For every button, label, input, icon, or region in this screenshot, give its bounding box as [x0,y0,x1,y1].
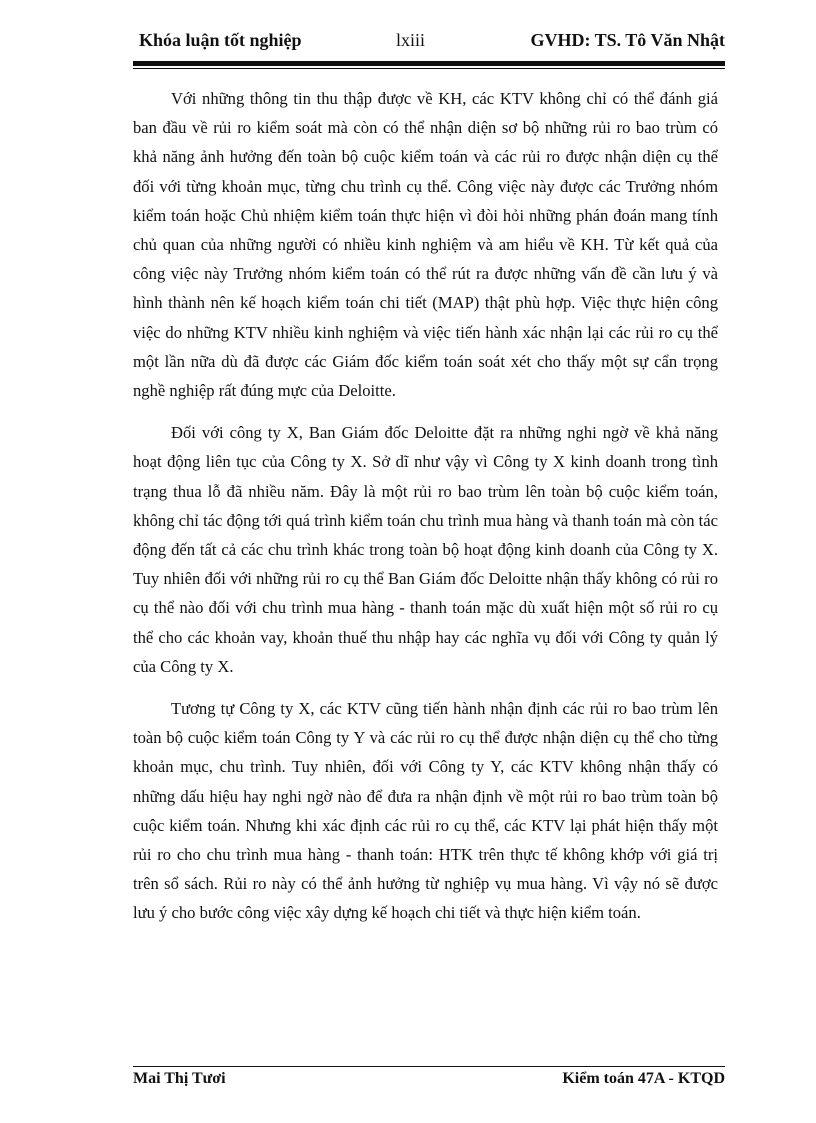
header-rule-thin [133,68,725,69]
paragraph-2: Đối với công ty X, Ban Giám đốc Deloitte đặt ra những nghi ngờ về khả năng hoạt động liên tục của Công ty X. Sở dĩ như vậy vì Công ty X kinh doanh trong tình trạng thua lỗ đã nhiều năm. Đây là một rủi ro bao trùm lên toàn bộ cuộc kiểm toán, không chỉ tác động tới quá trình kiểm toán chu trình mua hàng và thanh toán mà còn tác động đến tất cả các chu trình khác trong toàn bộ hoạt động kinh doanh của Công ty X. Tuy nhiên đối với những rủi ro cụ thể Ban Giám đốc Deloitte nhận thấy không có rủi ro cụ thể nào đối với chu trình mua hàng - thanh toán mặc dù xuất hiện một số rủi ro cụ thể cho các khoản vay, khoản thuế thu nhập hay các nghĩa vụ đối với Công ty quản lý của Công ty X. [133,423,718,676]
footer-author: Mai Thị Tươi [133,1070,226,1087]
document-body [133,84,718,941]
paragraph-3: Tương tự Công ty X, các KTV cũng tiến hành nhận định các rủi ro bao trùm lên toàn bộ cuộc kiểm toán Công ty Y và các rủi ro cụ thể được nhận diện cụ thể cho từng khoản mục, chu trình. Tuy nhiên, đối với Công ty Y, các KTV không nhận thấy có những dấu hiệu hay nghi ngờ nào để đưa ra nhận định về một rủi ro bao trùm toàn bộ cuộc kiểm toán. Nhưng khi xác định các rủi ro cụ thể, các KTV lại phát hiện thấy một rủi ro cho chu trình mua hàng - thanh toán: HTK trên thực tế không khớp với giá trị trên sổ sách. Rủi ro này có thể ảnh hưởng từ nghiệp vụ mua hàng. Vì vậy nó sẽ được lưu ý cho bước công việc xây dựng kế hoạch chi tiết và thực hiện kiểm toán. [133,699,718,923]
page-footer [133,1068,725,1094]
header-page-number: lxiii [396,30,426,50]
footer-class: Kiểm toán 47A - KTQD [562,1070,725,1087]
page-header [133,26,725,58]
paragraph-1: Với những thông tin thu thập được về KH, các KTV không chỉ có thể đánh giá ban đầu về rủi ro kiểm soát mà còn có thể nhận diện sơ bộ những rủi ro bao trùm có khả năng ảnh hưởng đến toàn bộ cuộc kiểm toán và các rủi ro được nhận diện cụ thể đối với từng khoản mục, từng chu trình cụ thể. Công việc này được các Trưởng nhóm kiểm toán hoặc Chủ nhiệm kiểm toán thực hiện vì đòi hỏi những phán đoán mang tính chủ quan của những người có nhiều kinh nghiệm và am hiểu về KH. Từ kết quả của công việc này Trưởng nhóm kiểm toán có thể rút ra được những vấn đề cần lưu ý và hình thành nên kế hoạch kiểm toán chi tiết (MAP) thật phù hợp. Việc thực hiện công việc do những KTV nhiều kinh nghiệm và việc tiến hành xác nhận lại các rủi ro cụ thể một lần nữa dù đã được các Giám đốc kiểm toán soát xét cho thấy một sự cẩn trọng nghề nghiệp rất đúng mực của Deloitte. [133,89,718,401]
header-supervisor: GVHD: TS. Tô Văn Nhật [530,30,725,50]
header-rule-thick [133,61,725,66]
footer-rule [133,1066,725,1067]
header-thesis-title: Khóa luận tốt nghiệp [139,30,302,50]
